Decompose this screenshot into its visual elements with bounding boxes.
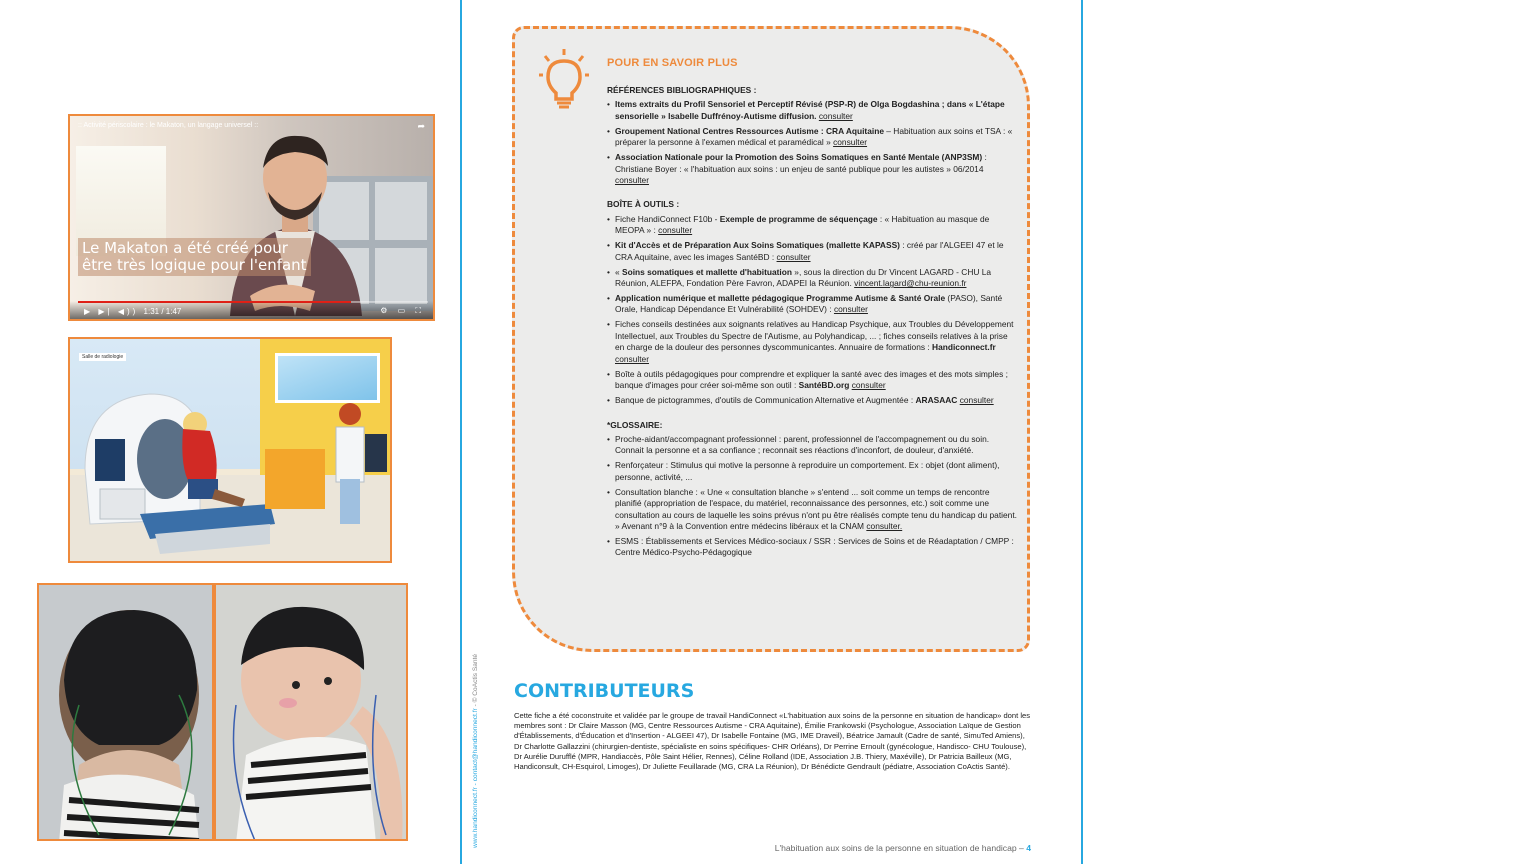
refs-title: RÉFÉRENCES BIBLIOGRAPHIQUES : [607, 85, 757, 95]
glossary-text: Consultation blanche : « Une « consultation blanche » s'entend ... soit comme un temps de rencontre planifié (appropriation de l'espace, du matériel, reconnaissance des personnes, etc.) soit comme une consultation au cours de laquelle les soins prévus n'ont pu être réalisés compte tenu du handicap du patient. » Avenant n°9 à la Convention entre médecins libéraux et la CNAM [615, 486, 1017, 531]
tool-bold: ARASAAC [915, 395, 958, 406]
consult-link[interactable]: consulter [818, 110, 853, 121]
settings-controls[interactable]: ⚙ ▭ ⛶ [380, 306, 425, 315]
tool-text: (PASO), Santé Orale, Handicap Dépendance Et Vulnérabilité (SOHDEV) : [615, 293, 1003, 315]
consult-link[interactable]: consulter [959, 395, 994, 406]
tool-item [607, 293, 1017, 316]
consult-link[interactable]: consulter [833, 137, 868, 148]
ref-text: – Habituation aux soins et TSA : « préparer la personne à l'examen médical et paramédical » [615, 125, 1013, 148]
glossary-text: Proche-aidant/accompagnant professionnel : parent, professionnel de l'accompagnement ou du soin. Connait la personne et a sa confiance ; reconnait ses réactions d'inconfort, de douleur, d'anxiété. [615, 433, 990, 456]
tool-item [607, 369, 1017, 392]
doll-front-scene [216, 585, 408, 841]
doll-back-scene [39, 585, 214, 841]
video-player[interactable] [68, 114, 435, 321]
doll-with-eeg-cap-front [214, 583, 408, 841]
side-copyright: - © CoActis Santé [472, 653, 479, 709]
tool-text: : « Habituation au masque de MEOPA » : [615, 213, 990, 236]
tool-item [607, 214, 1017, 237]
box-content [607, 85, 1017, 562]
contributors-title: CONTRIBUTEURS [514, 680, 695, 702]
ref-bold: Items extraits du Profil Sensoriel et Perceptif Révisé (PSP-R) de Olga Bogdashina ; dans « L'étape sensorielle » Isabelle Duffrénoy-Autisme diffusion. [615, 99, 1005, 121]
ref-bold: Association Nationale pour la Promotion des Soins Somatiques en Santé Mentale (ANP3SM) [615, 152, 983, 163]
document-page [460, 0, 1083, 864]
video-caption [78, 238, 311, 276]
footer-text: L'habituation aux soins de la personne en situation de handicap – [774, 843, 1027, 853]
tool-text: », sous la direction du Dr Vincent LAGARD - CHU La Réunion, ALEFPA, Fondation Père Favron, ADAPEI la Réunion. [615, 266, 992, 289]
video-controls [70, 301, 433, 319]
tool-text: « [615, 266, 622, 277]
page-number: 4 [1026, 843, 1031, 853]
side-links[interactable]: www.handiconnect.fr - contact@handiconnect.fr [472, 708, 479, 848]
tool-bold: Application numérique et mallette pédagogique Programme Autisme & Santé Orale [615, 293, 946, 304]
tools-title: BOÎTE À OUTILS : [607, 199, 680, 210]
glossary-item [607, 536, 1017, 559]
doll-with-eeg-cap-back [37, 583, 214, 841]
ref-item [607, 126, 1017, 149]
tool-bold: Kit d'Accès et de Préparation Aux Soins Somatiques (mallette KAPASS) [615, 240, 900, 251]
presenter-figure [220, 126, 370, 316]
glossary-text: ESMS : Établissements et Services Médico-sociaux / SSR : Services de Soins et de Réadaptation / CMPP : Centre Médico-Psycho-Pédagogique [615, 535, 1014, 558]
ref-text: : Christiane Boyer : « l'habituation aux soins : un enjeu de santé publique pour les autistes » 06/2014 [615, 152, 987, 174]
play-controls[interactable]: ▶ ▶| ◀)) 1:31 / 1:47 [84, 307, 182, 316]
image-label: Salle de radiologie [79, 353, 126, 361]
consult-link[interactable]: consulter. [866, 520, 903, 531]
tool-text: : créé par l'ALGEEI 47 et le CRA Aquitaine, avec les images SantéBD : [615, 240, 1004, 262]
tool-text: Boîte à outils pédagogiques pour comprendre et expliquer la santé avec des images et des mots simples ; banque d'images pour créer soi-même son outil : [615, 368, 1008, 391]
lightbulb-icon [539, 49, 589, 109]
tool-text: Fiches conseils destinées aux soignants relatives au Handicap Psychique, aux Troubles du Développement Intellectuel, aux Troubles du Spectre de l'Autisme, au Polyhandicap, ... ; fiches conseils relatives à la prise en charge de la douleur des personnes dyscommunicantes. Annuaire de formations : [615, 319, 1014, 353]
ref-item [607, 152, 1017, 186]
tool-item [607, 240, 1017, 263]
tool-text: Fiche HandiConnect F10b - [615, 213, 720, 224]
consult-link[interactable]: consulter [776, 251, 811, 262]
ref-bold: Groupement National Centres Ressources Autisme : CRA Aquitaine [615, 125, 884, 136]
tool-item [607, 319, 1017, 365]
caption-line-2: être très logique pour l'enfant [82, 256, 307, 274]
glossary-text: Renforçateur : Stimulus qui motive la personne à reproduire un comportement. Ex : objet (dont aliment), personne, activité, ... [615, 460, 1000, 482]
toy-scene [70, 339, 392, 563]
tool-bold: SantéBD.org [798, 380, 850, 391]
contributors-text: Cette fiche a été coconstruite et validée par le groupe de travail HandiConnect «L'habituation aux soins de la personne en situation de handicap» dont les membres sont : Dr Claire Masson (MG, Centre Ressources Autisme - CRA Aquitaine), Émilie Frankowski (Psychologue, Association Laïque de Gestion d'Établissements, d'Éducation et d'Insertion - ALGEEI 47), Dr Isabelle Fontaine (MG, IME Draveil), Béatrice Jamault (Cadre de santé, SimuTed Amiens), Dr Charlotte Gallazzini (chirurgien-dentiste, spécialiste en soins spécifiques- CHR Orléans), Dr Perrine Ernoult (gynécologue, Handisco- CHU Toulouse), Dr Aurélie Durufflé (MPR, Handiaccès, Pôle Saint Hélier, Rennes), Céline Rolland (IDE, Association J.B. Thiery, Maxéville), Dr Patricia Bailleux (MG, Handiconsult, CH-Esquirol, Limoges), Dr Juliette Feuillarade (MG, CRA La Réunion), Dr Bénédicte Gendrault (pédiatre, Association CoActis Santé). [514, 711, 1031, 772]
share-arrow-icon[interactable]: ➦ [417, 121, 425, 131]
caption-line-1: Le Makaton a été créé pour [82, 239, 288, 257]
tool-item [607, 395, 1017, 406]
glossary-item [607, 487, 1017, 533]
consult-link[interactable]: consulter [851, 380, 886, 391]
tool-text: Banque de pictogrammes, d'outils de Communication Alternative et Augmentée : [615, 395, 916, 406]
consult-link[interactable]: consulter [658, 225, 693, 236]
toy-radiology-image [68, 337, 392, 563]
glossary-title: *GLOSSAIRE: [607, 419, 663, 430]
box-heading: POUR EN SAVOIR PLUS [607, 57, 738, 69]
tool-bold: Soins somatiques et mallette d'habituation [622, 266, 792, 277]
tools-list [607, 214, 1017, 407]
ref-item [607, 99, 1017, 122]
tool-bold: Handiconnect.fr [932, 342, 996, 353]
refs-list [607, 99, 1017, 186]
glossary-item [607, 460, 1017, 483]
page-footer [775, 843, 1031, 853]
video-title: :: Activité périscolaire : le Makaton, un langage universel :: [78, 122, 259, 129]
consult-link[interactable]: consulter [833, 304, 868, 315]
side-credit [472, 628, 479, 848]
tool-bold: Exemple de programme de séquençage [719, 213, 878, 224]
more-info-box [512, 26, 1030, 652]
glossary-list [607, 434, 1017, 559]
consult-link[interactable]: consulter [615, 175, 649, 186]
consult-link[interactable]: vincent.lagard@chu-reunion.fr [854, 278, 967, 289]
glossary-item [607, 434, 1017, 457]
tool-item [607, 267, 1017, 290]
time-display: 1:31 / 1:47 [143, 307, 182, 316]
consult-link[interactable]: consulter [615, 353, 649, 364]
